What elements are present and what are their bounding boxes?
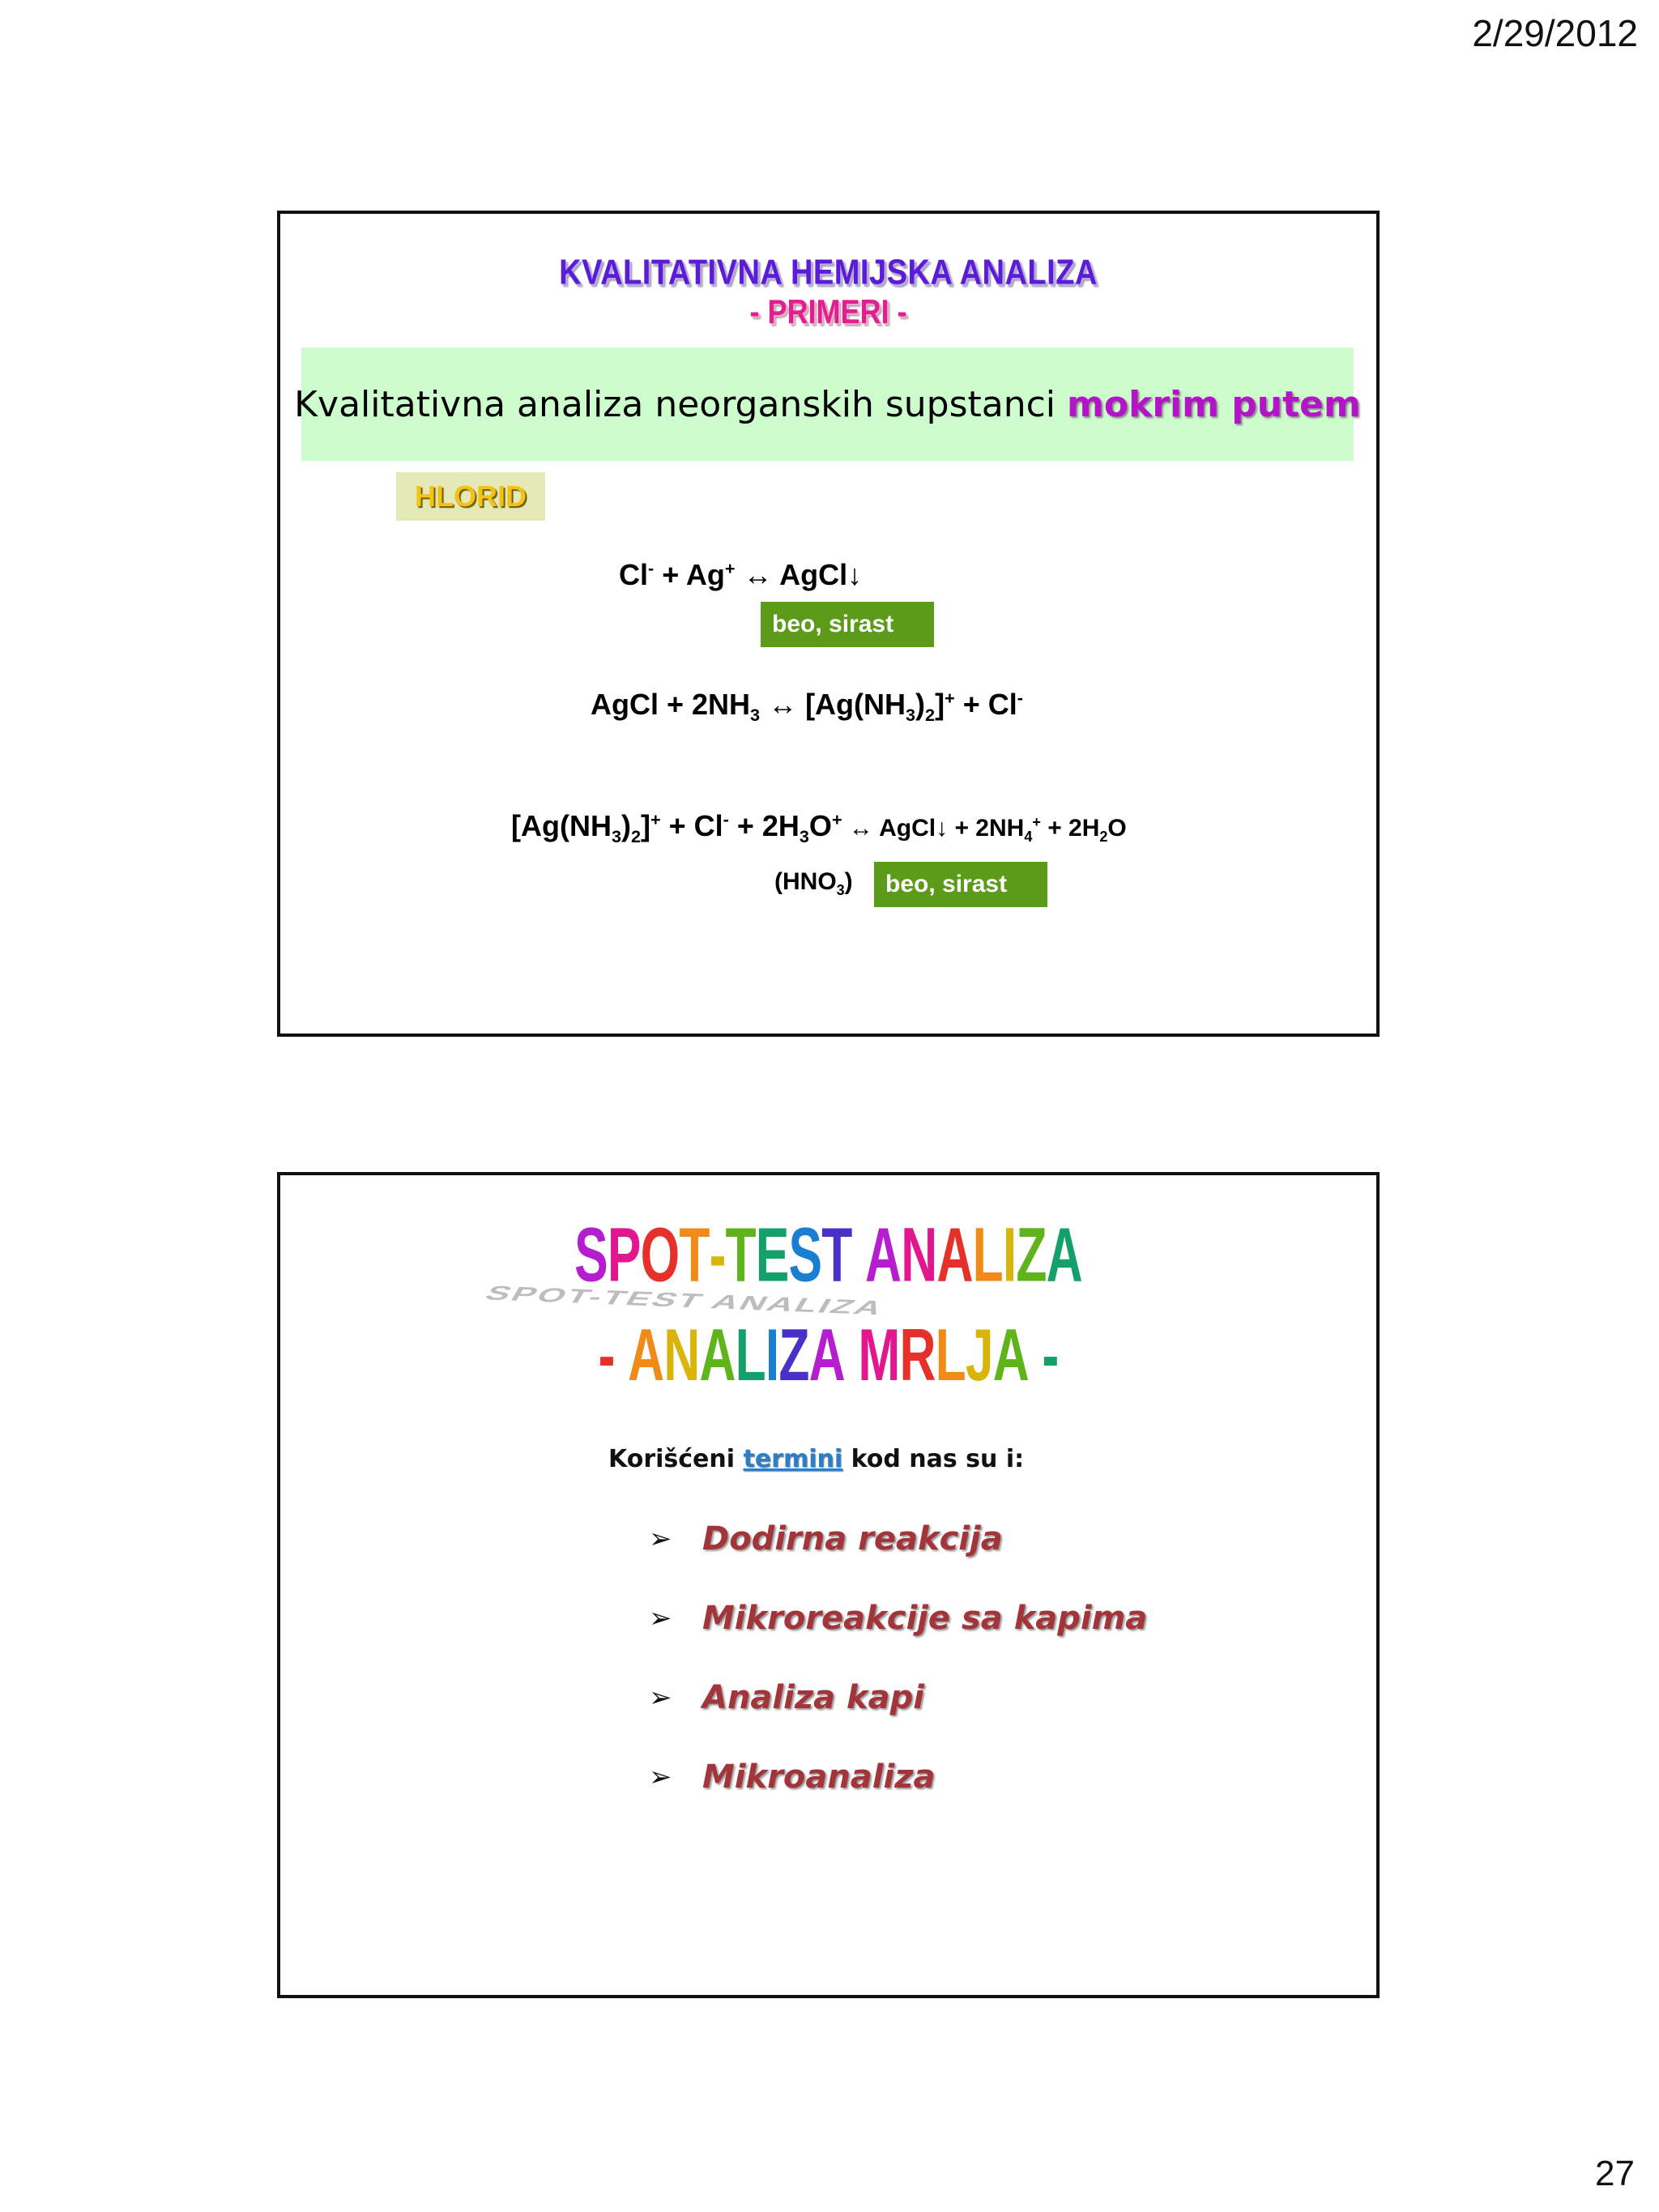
subtitle-letter: -: [1042, 1314, 1059, 1397]
list-item: [649, 1658, 1147, 1737]
arrow-bullet-icon: ➢: [649, 1602, 672, 1634]
subtitle-letter: A: [992, 1314, 1029, 1397]
subtitle-letter: N: [663, 1314, 700, 1397]
list-item-label: Mikroreakcije sa kapima: [702, 1600, 1148, 1637]
acid-note: $(HNO_3)$: [774, 868, 853, 898]
page-number: 27: [1595, 2154, 1635, 2193]
subtitle-letter: [1029, 1313, 1043, 1397]
arrow-bullet-icon: ➢: [649, 1761, 672, 1793]
equation-2: AgCl + $2NH_3$ ↔ $[Ag(NH_3)_2]^+ + Cl^-$: [591, 688, 1023, 726]
subtitle-letter: L: [735, 1314, 766, 1397]
banner-highlight: mokrim putem: [1067, 383, 1361, 425]
subtitle-letter: R: [899, 1314, 936, 1397]
intro-text: Korišćeni termini kod nas su i:: [608, 1445, 1025, 1473]
subtitle-letter: J: [965, 1314, 993, 1397]
title-letter: T: [725, 1212, 756, 1298]
termini-link: termini: [743, 1445, 843, 1473]
subtitle-letter: Z: [778, 1314, 809, 1397]
list-item: [649, 1737, 1147, 1817]
list-item: [649, 1499, 1147, 1579]
title-letter: S: [574, 1212, 608, 1298]
subtitle-letter: A: [808, 1314, 845, 1397]
title-letter: A: [936, 1212, 973, 1298]
title-letter: T: [821, 1212, 852, 1298]
banner-text: Kvalitativna analiza neorganskih supstanci: [294, 383, 1056, 425]
terms-list: [649, 1499, 1147, 1817]
slide-hlorid: [277, 211, 1380, 1037]
precipitate-label-1: beo, sirast: [761, 602, 934, 647]
title-letter: Z: [1016, 1212, 1047, 1298]
equation-1: Cl- + Ag+ ↔ AgCl↓: [619, 558, 863, 591]
list-item-label: Analiza kapi: [702, 1679, 924, 1716]
title-letter: O: [640, 1212, 680, 1298]
topic-banner: [294, 347, 1361, 461]
subtitle-letter: -: [598, 1314, 615, 1397]
subtitle-letter: L: [935, 1314, 966, 1397]
title-letter: S: [788, 1212, 822, 1298]
slide-subtitle: [379, 1313, 1277, 1397]
arrow-bullet-icon: ➢: [649, 1681, 672, 1714]
slide-subtitle: - PRIMERI -: [749, 292, 907, 330]
subtitle-letter: M: [858, 1314, 900, 1397]
list-item-label: Mikroanaliza: [702, 1758, 936, 1796]
list-item-label: Dodirna reakcija: [702, 1520, 1003, 1558]
subtitle-letter: A: [628, 1314, 664, 1397]
subtitle-letter: A: [699, 1314, 736, 1397]
title-letter: N: [901, 1212, 937, 1298]
subtitle-letter: [615, 1313, 629, 1397]
date-label: 2/29/2012: [1472, 12, 1638, 54]
arrow-bullet-icon: ➢: [649, 1523, 672, 1555]
title-letter: I: [1002, 1212, 1017, 1298]
slide-title: [379, 1211, 1277, 1299]
equation-3: $[Ag(NH_3)_2]^+ + Cl^- + 2H_3O^+$ ↔ AgCl↓ + $2NH_4^+ + 2H_2O$: [511, 809, 1127, 847]
slide-spot-test: [277, 1172, 1380, 1998]
subtitle-letter: I: [765, 1314, 779, 1397]
title-letter: E: [755, 1212, 789, 1298]
title-shadow: SPOT-TEST ANALIZA: [480, 1281, 890, 1319]
hlorid-tag: HLORID: [396, 472, 545, 521]
subtitle-letter: [845, 1313, 859, 1397]
title-letter: L: [972, 1212, 1003, 1298]
title-letter: A: [865, 1212, 902, 1298]
list-item: [649, 1579, 1147, 1658]
precipitate-label-2: beo, sirast: [874, 862, 1047, 907]
slide-title: KVALITATIVNA HEMIJSKA ANALIZA: [559, 253, 1098, 293]
title-letter: P: [607, 1212, 641, 1298]
title-letter: A: [1046, 1212, 1082, 1298]
title-letter: [852, 1211, 866, 1299]
title-letter: -: [709, 1212, 726, 1298]
title-letter: T: [679, 1212, 710, 1298]
